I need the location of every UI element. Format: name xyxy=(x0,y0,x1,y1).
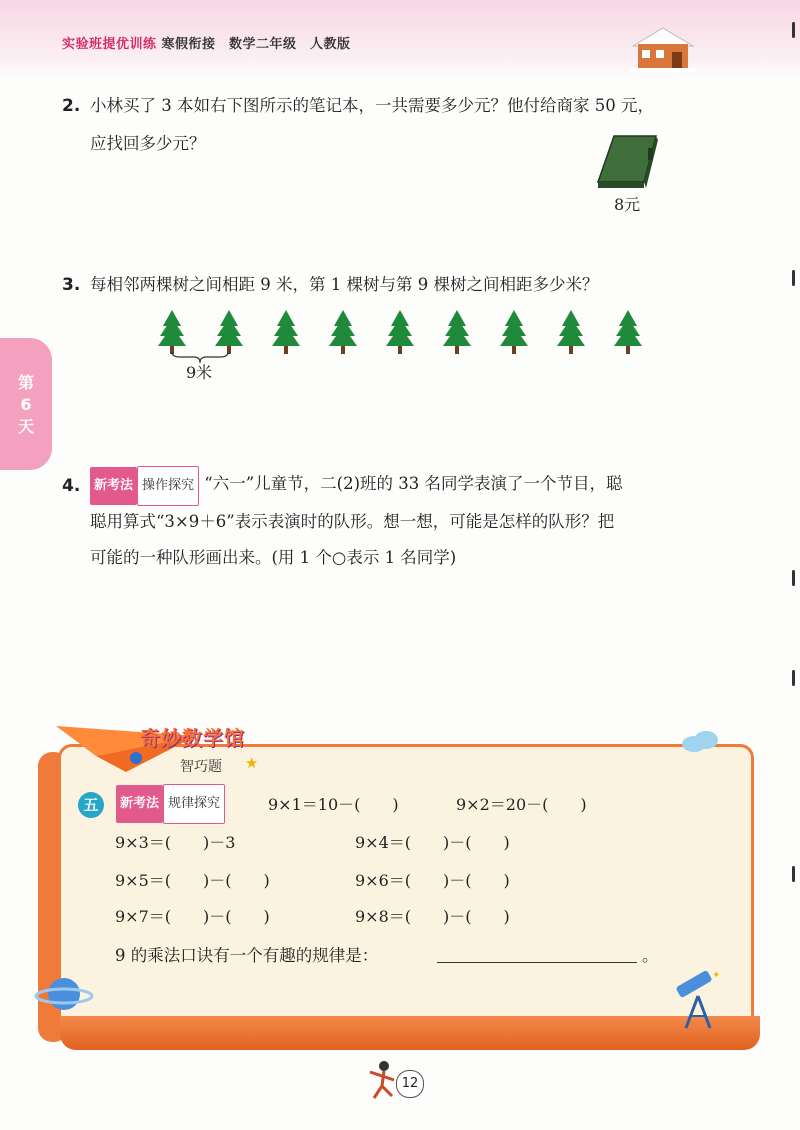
tree-icon xyxy=(272,310,300,354)
panel-title: 奇妙数学馆 xyxy=(140,726,245,750)
equation-1a: 9×1＝10－( ) xyxy=(268,795,399,814)
tree-row xyxy=(155,308,655,358)
tree-icon xyxy=(557,310,585,354)
panel-subtitle: 智巧题 xyxy=(180,759,222,775)
equation-3b: 9×6＝( )－( ) xyxy=(355,871,510,890)
house-icon xyxy=(628,24,698,72)
tree-icon xyxy=(158,310,186,354)
new-method-tag-2: 新考法 xyxy=(116,785,163,823)
scroll-roll-bottom xyxy=(60,1016,760,1050)
tree-icon xyxy=(329,310,357,354)
svg-text:✦: ✦ xyxy=(712,970,721,981)
q4-line1: “六一”儿童节，二(2)班的 33 名同学表演了一个节目，聪 xyxy=(204,474,623,493)
q4-line1-wrap xyxy=(90,466,623,506)
telescope-icon xyxy=(672,970,724,1030)
distance-label: 9米 xyxy=(186,363,213,382)
rule-period: 。 xyxy=(642,946,659,965)
q4-number: 4. xyxy=(62,476,81,496)
q4-line2: 聪用算式“3×9＋6”表示表演时的队形。想一想，可能是怎样的队形？把 xyxy=(90,512,615,531)
equation-2b: 9×4＝( )－( ) xyxy=(355,833,510,852)
tree-icon xyxy=(215,310,243,354)
equation-2a: 9×3＝( )－3 xyxy=(115,833,236,852)
page-number: 12 xyxy=(396,1070,424,1098)
tree-icon xyxy=(614,310,642,354)
q3-number: 3. xyxy=(62,275,81,295)
notebook-price: 8元 xyxy=(614,195,641,214)
day-tab-label: 第 6 天 xyxy=(17,373,34,436)
header-text xyxy=(62,33,351,52)
binding-mark xyxy=(792,866,795,882)
binding-mark xyxy=(792,22,795,38)
new-method-tag: 新考法 xyxy=(90,467,137,505)
q2-number: 2. xyxy=(62,96,81,116)
notebook-icon xyxy=(596,134,662,190)
operation-explore-tag: 操作探究 xyxy=(137,466,199,506)
pattern-explore-tag: 规律探究 xyxy=(163,784,225,824)
tree-icon xyxy=(386,310,414,354)
equation-4b: 9×8＝( )－( ) xyxy=(355,907,510,926)
planet-icon xyxy=(34,968,94,1018)
q2-line2: 应找回多少元？ xyxy=(90,134,206,153)
binding-mark xyxy=(792,270,795,286)
rule-prompt: 9 的乘法口诀有一个有趣的规律是： xyxy=(115,946,379,965)
binding-mark xyxy=(792,670,795,686)
q4-line3: 可能的一种队形画出来。(用 1 个○表示 1 名同学) xyxy=(90,548,457,567)
answer-blank[interactable] xyxy=(437,962,637,963)
header-subtitle: 寒假衔接 数学二年级 人教版 xyxy=(161,37,351,52)
binding-mark xyxy=(792,570,795,586)
header-brand: 实验班提优训练 xyxy=(62,37,157,52)
equation-3a: 9×5＝( )－( ) xyxy=(115,871,270,890)
cloud-icon xyxy=(680,730,720,752)
panel-tags xyxy=(116,784,225,824)
q3-line1: 每相邻两棵树之间相距 9 米，第 1 棵树与第 9 棵树之间相距多少米？ xyxy=(90,275,599,294)
q2-line1: 小林买了 3 本如右下图所示的笔记本，一共需要多少元？他付给商家 50 元， xyxy=(90,96,654,115)
tree-icon xyxy=(500,310,528,354)
equation-4a: 9×7＝( )－( ) xyxy=(115,907,270,926)
star-icon: ★ xyxy=(245,754,259,772)
equation-1b: 9×2＝20－( ) xyxy=(456,795,587,814)
tree-icon xyxy=(443,310,471,354)
section-number: 五 xyxy=(78,792,104,818)
